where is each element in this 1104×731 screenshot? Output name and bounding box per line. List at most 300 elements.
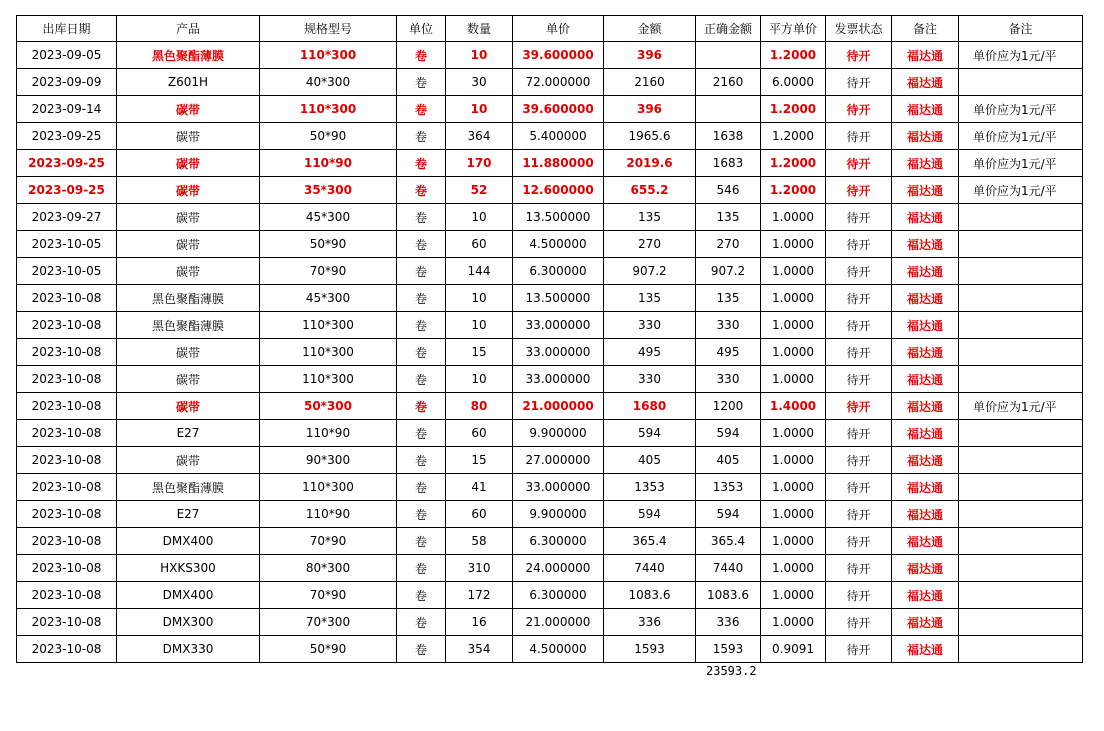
- header-cell[interactable]: 金额: [604, 16, 696, 42]
- table-cell[interactable]: 52: [446, 177, 513, 204]
- table-cell[interactable]: 福达通: [892, 96, 959, 123]
- table-cell[interactable]: 福达通: [892, 501, 959, 528]
- table-cell[interactable]: 碳带: [117, 258, 260, 285]
- table-cell[interactable]: 待开: [826, 555, 892, 582]
- table-cell[interactable]: E27: [117, 420, 260, 447]
- table-cell[interactable]: 594: [604, 420, 696, 447]
- table-cell[interactable]: 福达通: [892, 258, 959, 285]
- table-cell[interactable]: 655.2: [604, 177, 696, 204]
- table-cell[interactable]: 1593: [604, 636, 696, 663]
- table-cell[interactable]: 卷: [397, 609, 446, 636]
- table-cell[interactable]: 21.000000: [513, 609, 604, 636]
- table-cell[interactable]: 135: [696, 285, 761, 312]
- table-cell[interactable]: 10: [446, 42, 513, 69]
- table-cell[interactable]: 卷: [397, 420, 446, 447]
- table-cell[interactable]: 碳带: [117, 339, 260, 366]
- table-cell[interactable]: 2160: [604, 69, 696, 96]
- table-cell[interactable]: 405: [604, 447, 696, 474]
- table-cell[interactable]: 1353: [604, 474, 696, 501]
- table-cell[interactable]: 1.0000: [761, 366, 826, 393]
- table-cell[interactable]: 待开: [826, 231, 892, 258]
- table-cell[interactable]: 9.900000: [513, 420, 604, 447]
- table-cell[interactable]: [959, 582, 1083, 609]
- table-cell[interactable]: 110*300: [260, 96, 397, 123]
- table-cell[interactable]: 卷: [397, 312, 446, 339]
- table-cell[interactable]: 福达通: [892, 150, 959, 177]
- table-cell[interactable]: 27.000000: [513, 447, 604, 474]
- table-cell[interactable]: 2023-10-08: [17, 285, 117, 312]
- table-cell[interactable]: 70*300: [260, 609, 397, 636]
- table-cell[interactable]: 福达通: [892, 420, 959, 447]
- table-cell[interactable]: 福达通: [892, 366, 959, 393]
- table-cell[interactable]: 1.0000: [761, 204, 826, 231]
- table-row: [17, 474, 1083, 501]
- table-cell[interactable]: Z601H: [117, 69, 260, 96]
- table-cell[interactable]: 1.0000: [761, 339, 826, 366]
- table-cell[interactable]: 卷: [397, 528, 446, 555]
- table-cell[interactable]: 1.2000: [761, 177, 826, 204]
- table-cell[interactable]: 福达通: [892, 69, 959, 96]
- table-cell[interactable]: 50*300: [260, 393, 397, 420]
- table-row: [17, 609, 1083, 636]
- table-cell[interactable]: 70*90: [260, 258, 397, 285]
- table-cell[interactable]: 1.0000: [761, 285, 826, 312]
- table-cell[interactable]: 卷: [397, 339, 446, 366]
- table-row: [17, 258, 1083, 285]
- table-cell[interactable]: 2023-10-08: [17, 555, 117, 582]
- table-cell[interactable]: 卷: [397, 393, 446, 420]
- table-cell[interactable]: 待开: [826, 150, 892, 177]
- table-row: [17, 636, 1083, 663]
- table-cell[interactable]: 70*90: [260, 528, 397, 555]
- table-cell[interactable]: 1.0000: [761, 447, 826, 474]
- table-cell[interactable]: 12.600000: [513, 177, 604, 204]
- table-cell[interactable]: 144: [446, 258, 513, 285]
- table-cell[interactable]: 546: [696, 177, 761, 204]
- table-cell[interactable]: 福达通: [892, 231, 959, 258]
- table-cell[interactable]: 福达通: [892, 204, 959, 231]
- table-cell[interactable]: 1.0000: [761, 258, 826, 285]
- table-cell[interactable]: 30: [446, 69, 513, 96]
- table-cell[interactable]: 福达通: [892, 582, 959, 609]
- table-cell[interactable]: 396: [604, 42, 696, 69]
- table-cell[interactable]: 80*300: [260, 555, 397, 582]
- table-cell[interactable]: [959, 636, 1083, 663]
- table-cell[interactable]: 4.500000: [513, 636, 604, 663]
- table-cell[interactable]: 2023-10-08: [17, 609, 117, 636]
- table-cell[interactable]: 2023-09-25: [17, 150, 117, 177]
- table-cell[interactable]: HXKS300: [117, 555, 260, 582]
- table-cell[interactable]: 1353: [696, 474, 761, 501]
- table-cell[interactable]: 1.2000: [761, 123, 826, 150]
- table-cell[interactable]: [696, 42, 761, 69]
- table-cell[interactable]: [959, 258, 1083, 285]
- table-cell[interactable]: 330: [696, 312, 761, 339]
- table-cell[interactable]: 270: [604, 231, 696, 258]
- table-cell[interactable]: 135: [696, 204, 761, 231]
- table-cell[interactable]: 13.500000: [513, 204, 604, 231]
- table-cell[interactable]: 33.000000: [513, 312, 604, 339]
- table-cell[interactable]: 1200: [696, 393, 761, 420]
- table-cell[interactable]: [959, 528, 1083, 555]
- table-cell[interactable]: 907.2: [604, 258, 696, 285]
- table-cell[interactable]: 33.000000: [513, 474, 604, 501]
- table-cell[interactable]: [959, 69, 1083, 96]
- table-cell[interactable]: 碳带: [117, 393, 260, 420]
- table-cell[interactable]: 1965.6: [604, 123, 696, 150]
- table-cell[interactable]: 福达通: [892, 555, 959, 582]
- table-cell[interactable]: 0.9091: [761, 636, 826, 663]
- table-cell[interactable]: DMX300: [117, 609, 260, 636]
- table-cell[interactable]: 72.000000: [513, 69, 604, 96]
- table-cell[interactable]: 495: [696, 339, 761, 366]
- table-cell[interactable]: 2023-10-08: [17, 366, 117, 393]
- table-cell[interactable]: 21.000000: [513, 393, 604, 420]
- header-cell[interactable]: 正确金额: [696, 16, 761, 42]
- table-cell[interactable]: [959, 204, 1083, 231]
- table-cell[interactable]: 330: [604, 366, 696, 393]
- table-cell[interactable]: 福达通: [892, 609, 959, 636]
- table-cell[interactable]: 待开: [826, 177, 892, 204]
- table-cell[interactable]: 60: [446, 231, 513, 258]
- table-cell[interactable]: 待开: [826, 474, 892, 501]
- table-cell[interactable]: 2019.6: [604, 150, 696, 177]
- table-cell[interactable]: 24.000000: [513, 555, 604, 582]
- table-row: [17, 528, 1083, 555]
- table-cell[interactable]: 黑色聚酯薄膜: [117, 474, 260, 501]
- table-cell[interactable]: 10: [446, 366, 513, 393]
- table-cell[interactable]: 卷: [397, 258, 446, 285]
- table-cell[interactable]: 4.500000: [513, 231, 604, 258]
- table-cell[interactable]: 福达通: [892, 474, 959, 501]
- table-cell[interactable]: 1.0000: [761, 312, 826, 339]
- table-cell[interactable]: 卷: [397, 231, 446, 258]
- table-cell[interactable]: DMX330: [117, 636, 260, 663]
- table-cell[interactable]: 单价应为1元/平: [959, 96, 1083, 123]
- table-cell[interactable]: 单价应为1元/平: [959, 393, 1083, 420]
- header-cell[interactable]: 数量: [446, 16, 513, 42]
- table-cell[interactable]: 碳带: [117, 177, 260, 204]
- table-cell[interactable]: 110*300: [260, 474, 397, 501]
- table-cell[interactable]: [959, 339, 1083, 366]
- table-cell[interactable]: 2023-10-08: [17, 501, 117, 528]
- table-cell[interactable]: 10: [446, 204, 513, 231]
- table-cell[interactable]: 41: [446, 474, 513, 501]
- table-cell[interactable]: 6.300000: [513, 258, 604, 285]
- table-cell[interactable]: 待开: [826, 42, 892, 69]
- table-cell[interactable]: 福达通: [892, 177, 959, 204]
- table-cell[interactable]: 1.0000: [761, 528, 826, 555]
- table-cell[interactable]: 594: [604, 501, 696, 528]
- table-cell[interactable]: 60: [446, 501, 513, 528]
- table-cell[interactable]: 福达通: [892, 339, 959, 366]
- header-cell[interactable]: 发票状态: [826, 16, 892, 42]
- table-cell[interactable]: 110*90: [260, 420, 397, 447]
- table-cell[interactable]: 2023-09-14: [17, 96, 117, 123]
- table-cell[interactable]: 2023-09-05: [17, 42, 117, 69]
- table-cell[interactable]: 1638: [696, 123, 761, 150]
- table-cell[interactable]: 1.0000: [761, 555, 826, 582]
- table-cell[interactable]: 2160: [696, 69, 761, 96]
- table-cell[interactable]: 碳带: [117, 231, 260, 258]
- table-cell[interactable]: 7440: [604, 555, 696, 582]
- table-cell[interactable]: 待开: [826, 339, 892, 366]
- table-cell[interactable]: DMX400: [117, 528, 260, 555]
- table-cell[interactable]: 495: [604, 339, 696, 366]
- table-cell[interactable]: 碳带: [117, 123, 260, 150]
- table-cell[interactable]: 10: [446, 96, 513, 123]
- table-cell[interactable]: 福达通: [892, 42, 959, 69]
- table-cell[interactable]: 单价应为1元/平: [959, 123, 1083, 150]
- table-cell[interactable]: [959, 312, 1083, 339]
- table-cell[interactable]: 330: [696, 366, 761, 393]
- table-cell[interactable]: 2023-09-09: [17, 69, 117, 96]
- table-cell[interactable]: 碳带: [117, 96, 260, 123]
- table-cell[interactable]: 2023-10-08: [17, 420, 117, 447]
- table-cell[interactable]: 10: [446, 312, 513, 339]
- table-cell[interactable]: 5.400000: [513, 123, 604, 150]
- table-cell[interactable]: 卷: [397, 285, 446, 312]
- table-cell[interactable]: [959, 231, 1083, 258]
- table-cell[interactable]: 2023-10-05: [17, 258, 117, 285]
- table-cell[interactable]: 2023-09-27: [17, 204, 117, 231]
- table-cell[interactable]: 碳带: [117, 447, 260, 474]
- table-cell[interactable]: 365.4: [604, 528, 696, 555]
- table-cell[interactable]: 卷: [397, 42, 446, 69]
- table-cell[interactable]: 卷: [397, 636, 446, 663]
- total-amount[interactable]: 23593.2: [706, 664, 757, 678]
- table-cell[interactable]: 福达通: [892, 528, 959, 555]
- table-cell[interactable]: 1683: [696, 150, 761, 177]
- table-cell[interactable]: 594: [696, 501, 761, 528]
- table-cell[interactable]: 1083.6: [696, 582, 761, 609]
- table-cell[interactable]: 待开: [826, 393, 892, 420]
- table-cell[interactable]: 福达通: [892, 393, 959, 420]
- table-cell[interactable]: 卷: [397, 474, 446, 501]
- table-cell[interactable]: 13.500000: [513, 285, 604, 312]
- table-cell[interactable]: 单价应为1元/平: [959, 150, 1083, 177]
- table-cell[interactable]: 卷: [397, 204, 446, 231]
- table-cell[interactable]: 1.0000: [761, 609, 826, 636]
- table-cell[interactable]: 172: [446, 582, 513, 609]
- table-cell[interactable]: 待开: [826, 366, 892, 393]
- table-cell[interactable]: 福达通: [892, 636, 959, 663]
- header-cell[interactable]: 单位: [397, 16, 446, 42]
- table-cell[interactable]: 卷: [397, 123, 446, 150]
- table-cell[interactable]: 1.0000: [761, 231, 826, 258]
- table-cell[interactable]: 907.2: [696, 258, 761, 285]
- table-cell[interactable]: 11.880000: [513, 150, 604, 177]
- table-cell[interactable]: 15: [446, 447, 513, 474]
- table-cell[interactable]: 33.000000: [513, 366, 604, 393]
- table-cell[interactable]: 405: [696, 447, 761, 474]
- table-cell[interactable]: 70*90: [260, 582, 397, 609]
- table-cell[interactable]: 卷: [397, 150, 446, 177]
- table-cell[interactable]: 待开: [826, 204, 892, 231]
- table-row: [17, 96, 1083, 123]
- table-cell[interactable]: 待开: [826, 636, 892, 663]
- table-cell[interactable]: 90*300: [260, 447, 397, 474]
- table-row: [17, 42, 1083, 69]
- table-cell[interactable]: 364: [446, 123, 513, 150]
- table-cell[interactable]: 6.300000: [513, 582, 604, 609]
- header-cell[interactable]: 产品: [117, 16, 260, 42]
- table-cell[interactable]: 9.900000: [513, 501, 604, 528]
- table-cell[interactable]: 2023-10-08: [17, 312, 117, 339]
- table-cell[interactable]: 6.0000: [761, 69, 826, 96]
- table-cell[interactable]: 1.2000: [761, 42, 826, 69]
- table-cell[interactable]: 2023-09-25: [17, 123, 117, 150]
- table-cell[interactable]: 110*300: [260, 312, 397, 339]
- table-cell[interactable]: 单价应为1元/平: [959, 177, 1083, 204]
- table-cell[interactable]: 待开: [826, 96, 892, 123]
- table-cell[interactable]: 1680: [604, 393, 696, 420]
- table-cell[interactable]: 待开: [826, 501, 892, 528]
- table-cell[interactable]: 卷: [397, 177, 446, 204]
- table-cell[interactable]: [959, 609, 1083, 636]
- table-cell[interactable]: [959, 366, 1083, 393]
- table-cell[interactable]: 1.0000: [761, 582, 826, 609]
- table-cell[interactable]: 336: [696, 609, 761, 636]
- table-cell[interactable]: 1.0000: [761, 501, 826, 528]
- table-cell[interactable]: 39.600000: [513, 42, 604, 69]
- table-cell[interactable]: 110*300: [260, 42, 397, 69]
- table-cell[interactable]: [959, 420, 1083, 447]
- table-cell[interactable]: 待开: [826, 123, 892, 150]
- table-cell[interactable]: 135: [604, 204, 696, 231]
- table-cell[interactable]: 待开: [826, 609, 892, 636]
- table-cell[interactable]: 黑色聚酯薄膜: [117, 285, 260, 312]
- table-cell[interactable]: 卷: [397, 447, 446, 474]
- table-cell[interactable]: 碳带: [117, 204, 260, 231]
- table-cell[interactable]: 16: [446, 609, 513, 636]
- table-cell[interactable]: 110*300: [260, 366, 397, 393]
- table-cell[interactable]: 单价应为1元/平: [959, 42, 1083, 69]
- header-cell[interactable]: 出库日期: [17, 16, 117, 42]
- table-cell[interactable]: 2023-09-25: [17, 177, 117, 204]
- table-cell[interactable]: [959, 447, 1083, 474]
- table-cell[interactable]: 福达通: [892, 285, 959, 312]
- table-row: [17, 339, 1083, 366]
- table-cell[interactable]: 1593: [696, 636, 761, 663]
- table-cell[interactable]: 2023-10-08: [17, 393, 117, 420]
- table-cell[interactable]: 45*300: [260, 285, 397, 312]
- table-cell[interactable]: 黑色聚酯薄膜: [117, 42, 260, 69]
- table-cell[interactable]: 35*300: [260, 177, 397, 204]
- table-cell[interactable]: 80: [446, 393, 513, 420]
- table-cell[interactable]: 365.4: [696, 528, 761, 555]
- table-cell[interactable]: 170: [446, 150, 513, 177]
- table-cell[interactable]: 50*90: [260, 231, 397, 258]
- table-cell[interactable]: 1.0000: [761, 420, 826, 447]
- table-cell[interactable]: 110*90: [260, 501, 397, 528]
- table-cell[interactable]: DMX400: [117, 582, 260, 609]
- table-cell[interactable]: 15: [446, 339, 513, 366]
- table-cell[interactable]: 2023-10-08: [17, 339, 117, 366]
- table-cell[interactable]: 135: [604, 285, 696, 312]
- table-cell[interactable]: 1.2000: [761, 150, 826, 177]
- table-cell[interactable]: 10: [446, 285, 513, 312]
- table-cell[interactable]: 1083.6: [604, 582, 696, 609]
- table-cell[interactable]: 福达通: [892, 123, 959, 150]
- table-cell[interactable]: 330: [604, 312, 696, 339]
- table-cell[interactable]: 待开: [826, 582, 892, 609]
- table-cell[interactable]: 2023-10-08: [17, 528, 117, 555]
- header-cell[interactable]: 单价: [513, 16, 604, 42]
- table-cell[interactable]: 110*300: [260, 339, 397, 366]
- table-cell[interactable]: 336: [604, 609, 696, 636]
- table-cell[interactable]: 卷: [397, 555, 446, 582]
- table-cell[interactable]: 270: [696, 231, 761, 258]
- table-cell[interactable]: 待开: [826, 258, 892, 285]
- table-cell[interactable]: 33.000000: [513, 339, 604, 366]
- table-cell[interactable]: [959, 555, 1083, 582]
- table-cell[interactable]: 2023-10-08: [17, 636, 117, 663]
- table-cell[interactable]: 6.300000: [513, 528, 604, 555]
- table-row: [17, 420, 1083, 447]
- table-cell[interactable]: 40*300: [260, 69, 397, 96]
- table-cell[interactable]: 2023-10-08: [17, 582, 117, 609]
- table-cell[interactable]: [959, 285, 1083, 312]
- table-cell[interactable]: 卷: [397, 69, 446, 96]
- header-cell[interactable]: 备注: [959, 16, 1083, 42]
- table-cell[interactable]: 福达通: [892, 312, 959, 339]
- header-cell[interactable]: 备注: [892, 16, 959, 42]
- table-cell[interactable]: 39.600000: [513, 96, 604, 123]
- table-cell[interactable]: 310: [446, 555, 513, 582]
- table-cell[interactable]: 45*300: [260, 204, 397, 231]
- table-cell[interactable]: 396: [604, 96, 696, 123]
- table-cell[interactable]: 卷: [397, 501, 446, 528]
- table-cell[interactable]: 7440: [696, 555, 761, 582]
- table-cell[interactable]: [959, 501, 1083, 528]
- table-cell[interactable]: 待开: [826, 420, 892, 447]
- table-cell[interactable]: 待开: [826, 69, 892, 96]
- table-cell[interactable]: 110*90: [260, 150, 397, 177]
- table-cell[interactable]: 待开: [826, 285, 892, 312]
- table-cell[interactable]: 待开: [826, 528, 892, 555]
- table-cell[interactable]: 594: [696, 420, 761, 447]
- table-cell[interactable]: 1.0000: [761, 474, 826, 501]
- table-cell[interactable]: 黑色聚酯薄膜: [117, 312, 260, 339]
- table-cell[interactable]: 60: [446, 420, 513, 447]
- table-cell[interactable]: 50*90: [260, 123, 397, 150]
- table-cell[interactable]: 354: [446, 636, 513, 663]
- table-cell[interactable]: 卷: [397, 96, 446, 123]
- table-cell[interactable]: 待开: [826, 312, 892, 339]
- table-cell[interactable]: 碳带: [117, 366, 260, 393]
- table-cell[interactable]: 待开: [826, 447, 892, 474]
- table-cell[interactable]: 2023-10-08: [17, 447, 117, 474]
- table-cell[interactable]: 1.4000: [761, 393, 826, 420]
- table-cell[interactable]: 福达通: [892, 447, 959, 474]
- table-cell[interactable]: E27: [117, 501, 260, 528]
- table-cell[interactable]: 碳带: [117, 150, 260, 177]
- table-cell[interactable]: [696, 96, 761, 123]
- header-cell[interactable]: 规格型号: [260, 16, 397, 42]
- table-cell[interactable]: 2023-10-05: [17, 231, 117, 258]
- table-cell[interactable]: [959, 474, 1083, 501]
- table-cell[interactable]: 50*90: [260, 636, 397, 663]
- header-cell[interactable]: 平方单价: [761, 16, 826, 42]
- table-cell[interactable]: 1.2000: [761, 96, 826, 123]
- table-cell[interactable]: 58: [446, 528, 513, 555]
- table-cell[interactable]: 卷: [397, 582, 446, 609]
- table-cell[interactable]: 2023-10-08: [17, 474, 117, 501]
- spreadsheet-table: [16, 15, 1083, 663]
- table-row: [17, 555, 1083, 582]
- table-cell[interactable]: 卷: [397, 366, 446, 393]
